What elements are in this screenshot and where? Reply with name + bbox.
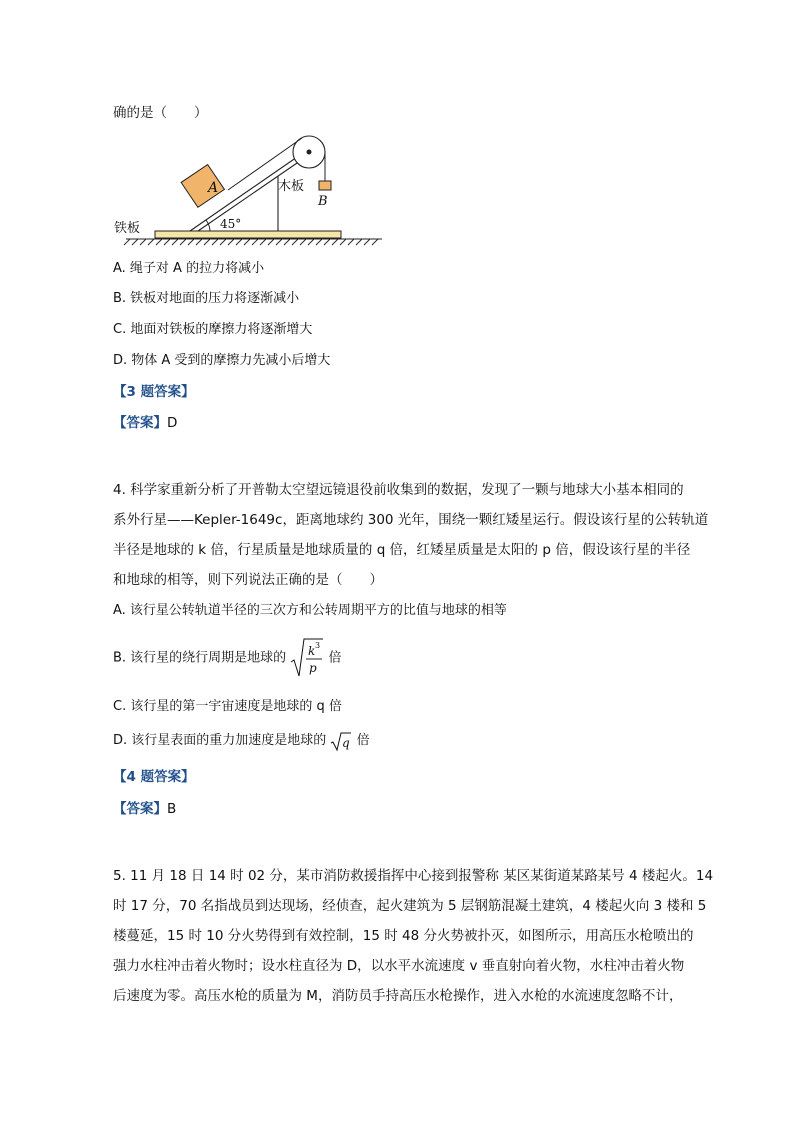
- q3-option-c: C. 地面对铁板的摩擦力将逐渐增大: [113, 322, 313, 337]
- iron-plate: [155, 231, 341, 238]
- hatch-mark: [180, 239, 186, 245]
- hatch-mark: [252, 239, 258, 245]
- hatch-mark: [308, 239, 314, 245]
- frac-numerator: k: [308, 644, 316, 658]
- label-a: A: [208, 180, 219, 196]
- label-b: B: [318, 194, 328, 209]
- hatch-mark: [348, 239, 354, 245]
- q5-stem-line: 时 17 分，70 名指战员到达现场，经侦查，起火建筑为 5 层钢筋混凝土建筑，4 楼起火向 3 楼和 5: [113, 898, 707, 914]
- incline-pulley-figure: [110, 128, 390, 246]
- label-iron: 铁板: [114, 221, 141, 236]
- q4-stem: [113, 475, 707, 595]
- q4-stem-line: 和地球的相等，则下列说法正确的是（ ）: [113, 572, 383, 588]
- q4-option-c: C. 该行星的第一宇宙速度是地球的 q 倍: [113, 699, 342, 714]
- q4-answer-tag: 【4 题答案】: [113, 769, 195, 785]
- hatch-mark: [196, 239, 202, 245]
- hatch-mark: [356, 239, 362, 245]
- q5-stem-line: 强力水柱冲击着火物时；设水柱直径为 D，以水平水流速度 v 垂直射向着火物，水柱冲击着火物: [113, 958, 685, 974]
- hatch-mark: [340, 239, 346, 245]
- hatch-mark: [164, 239, 170, 245]
- hatch-mark: [268, 239, 274, 245]
- hatch-mark: [212, 239, 218, 245]
- hatch-mark: [244, 239, 250, 245]
- sqrt-k3-over-p: [290, 636, 324, 680]
- q3-option-a: A. 绳子对 A 的拉力将减小: [113, 261, 265, 276]
- label-board: 木板: [278, 179, 305, 194]
- q4-stem-line: 半径是地球的 k 倍，行星质量是地球质量的 q 倍，红矮星质量是太阳的 p 倍，假设该行星的半径: [113, 542, 691, 558]
- q4-option-d-suffix: 倍: [356, 733, 370, 748]
- hatch-mark: [156, 239, 162, 245]
- q3-answer-value: D: [167, 415, 178, 431]
- hatch-mark: [140, 239, 146, 245]
- hatch-mark: [372, 239, 378, 245]
- frac-denominator: p: [309, 661, 318, 675]
- sqrt-q-radicand: q: [342, 735, 351, 750]
- hatch-mark: [132, 239, 138, 245]
- hatch-mark: [364, 239, 370, 245]
- block-b: [319, 181, 331, 190]
- label-angle: 45°: [220, 217, 242, 231]
- q3-answer: [113, 413, 177, 433]
- q5-stem-line: 楼蔓延，15 时 10 分火势得到有效控制，15 时 48 分火势被扑灭，如图所示，用高压水枪喷出的: [113, 928, 694, 944]
- hatch-mark: [236, 239, 242, 245]
- hatch-mark: [228, 239, 234, 245]
- q5-stem: [113, 861, 714, 1011]
- pulley-axle: [307, 150, 312, 155]
- q4-stem-line: 系外行星——Kepler-1649c，距离地球约 300 光年，围绕一颗红矮星运行。假设该行星的公转轨道: [113, 512, 709, 528]
- hatch-mark: [332, 239, 338, 245]
- hatch-mark: [188, 239, 194, 245]
- hatch-mark: [316, 239, 322, 245]
- frac-exponent: 3: [315, 641, 321, 650]
- q5-stem-line: 5. 11 月 18 日 14 时 02 分，某市消防救援指挥中心接到报警称 某区某街道某路某号 4 楼起火。14: [113, 868, 714, 884]
- q4-answer-value: B: [167, 801, 177, 817]
- q4-option-b-text: B. 该行星的绕行周期是地球的: [113, 650, 287, 666]
- hatch-mark: [292, 239, 298, 245]
- hatch-mark: [124, 239, 130, 245]
- q4-option-d-text: D. 该行星表面的重力加速度是地球的: [113, 733, 327, 748]
- q3-option-b: B. 铁板对地面的压力将逐渐减小: [113, 291, 300, 306]
- q3-answer-tag: 【3 题答案】: [113, 384, 195, 400]
- q4-answer-label: 【答案】: [113, 801, 167, 817]
- hatch-mark: [324, 239, 330, 245]
- hatch-mark: [276, 239, 282, 245]
- q3-option-d: D. 物体 A 受到的摩擦力先减小后增大: [113, 353, 331, 368]
- q3-answer-label: 【答案】: [113, 415, 167, 431]
- q4-option-a: A. 该行星公转轨道半径的三次方和公转周期平方的比值与地球的相等: [113, 603, 507, 618]
- q4-option-b-suffix: 倍: [328, 650, 342, 666]
- hatch-mark: [204, 239, 210, 245]
- hatch-mark: [284, 239, 290, 245]
- q4-option-b: [113, 636, 341, 680]
- hatch-mark: [220, 239, 226, 245]
- sqrt-q: [330, 730, 352, 752]
- q4-option-d: [113, 729, 370, 753]
- hatch-mark: [148, 239, 154, 245]
- q4-stem-line: 4. 科学家重新分析了开普勒太空望远镜退役前收集到的数据，发现了一颗与地球大小基本相同的: [113, 482, 684, 498]
- hatch-mark: [172, 239, 178, 245]
- q3-stem-tail: 确的是（ ）: [113, 105, 208, 121]
- q5-stem-line: 后速度为零。高压水枪的质量为 M，消防员手持高压水枪操作，进入水枪的水流速度忽略不计，: [113, 988, 683, 1004]
- hatch-mark: [300, 239, 306, 245]
- q4-answer: [113, 799, 176, 819]
- hatch-mark: [260, 239, 266, 245]
